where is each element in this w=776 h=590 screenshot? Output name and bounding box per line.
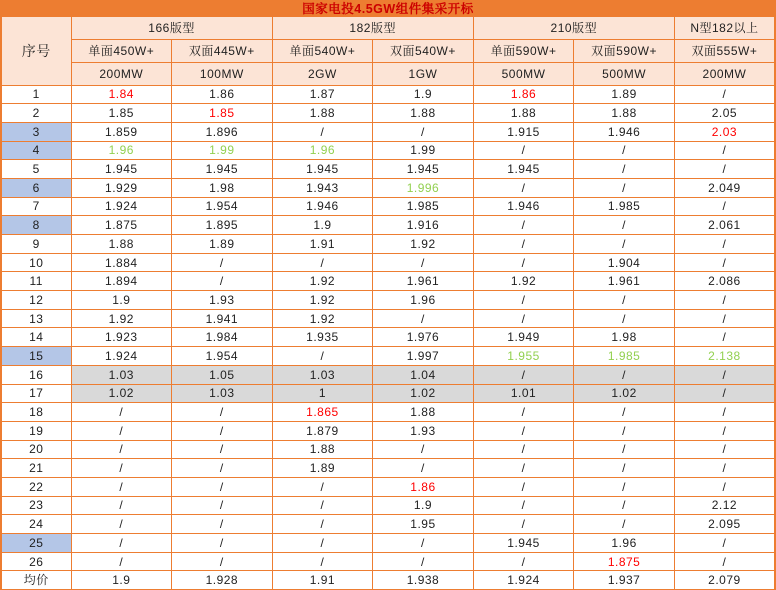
price-cell: 1.02: [574, 384, 675, 403]
table-row: [1, 309, 775, 328]
row-number: 12: [1, 291, 71, 310]
empty-cell: /: [674, 235, 775, 254]
empty-cell: /: [473, 309, 574, 328]
table-row: [1, 104, 775, 123]
price-cell: 1.91: [272, 235, 373, 254]
price-cell: 1.929: [71, 178, 172, 197]
empty-cell: /: [172, 253, 273, 272]
empty-cell: /: [674, 440, 775, 459]
price-cell: 1.954: [172, 197, 273, 216]
row-number: 11: [1, 272, 71, 291]
empty-cell: /: [574, 235, 675, 254]
price-cell: 2.095: [674, 515, 775, 534]
empty-cell: /: [574, 421, 675, 440]
empty-cell: /: [473, 421, 574, 440]
empty-cell: /: [574, 496, 675, 515]
price-cell: 1.87: [272, 85, 373, 104]
empty-cell: /: [674, 253, 775, 272]
row-number: 22: [1, 477, 71, 496]
empty-cell: /: [674, 141, 775, 160]
empty-cell: /: [674, 534, 775, 553]
row-number: 24: [1, 515, 71, 534]
price-cell: 1.92: [272, 309, 373, 328]
table-row: [1, 160, 775, 179]
empty-cell: /: [373, 122, 474, 141]
empty-cell: /: [674, 459, 775, 478]
empty-cell: /: [71, 403, 172, 422]
empty-cell: /: [574, 515, 675, 534]
price-cell: 1.955: [473, 347, 574, 366]
price-cell: 1.88: [574, 104, 675, 123]
price-cell: 1.9: [373, 496, 474, 515]
table-row: [1, 477, 775, 496]
row-number: 3: [1, 122, 71, 141]
price-cell: 1.88: [473, 104, 574, 123]
empty-cell: /: [473, 515, 574, 534]
empty-cell: /: [574, 141, 675, 160]
price-cell: 2.061: [674, 216, 775, 235]
empty-cell: /: [574, 309, 675, 328]
row-number: 4: [1, 141, 71, 160]
empty-cell: /: [172, 421, 273, 440]
price-cell: 1.01: [473, 384, 574, 403]
empty-cell: /: [574, 291, 675, 310]
price-cell: 1.996: [373, 178, 474, 197]
empty-cell: /: [674, 421, 775, 440]
empty-cell: /: [172, 496, 273, 515]
price-cell: 1.96: [373, 291, 474, 310]
empty-cell: /: [473, 141, 574, 160]
empty-cell: /: [473, 253, 574, 272]
table-row: [1, 272, 775, 291]
column-capacity-header: 1GW: [373, 62, 474, 85]
price-cell: 1.03: [71, 365, 172, 384]
empty-cell: /: [272, 347, 373, 366]
price-cell: 1.945: [71, 160, 172, 179]
price-cell: 1.997: [373, 347, 474, 366]
row-number: 26: [1, 552, 71, 571]
column-capacity-header: 200MW: [71, 62, 172, 85]
empty-cell: /: [373, 309, 474, 328]
empty-cell: /: [272, 477, 373, 496]
row-number: 19: [1, 421, 71, 440]
row-number: 14: [1, 328, 71, 347]
empty-cell: /: [674, 403, 775, 422]
empty-cell: /: [574, 216, 675, 235]
row-number: 20: [1, 440, 71, 459]
empty-cell: /: [473, 440, 574, 459]
average-row-label: 均价: [1, 571, 71, 590]
price-cell: 1.884: [71, 253, 172, 272]
empty-cell: /: [71, 534, 172, 553]
table-row: [1, 515, 775, 534]
column-capacity-header: 200MW: [674, 62, 775, 85]
average-row: [1, 571, 775, 590]
price-cell: 1.88: [272, 440, 373, 459]
column-capacity-header: 100MW: [172, 62, 273, 85]
table-row: [1, 421, 775, 440]
price-cell: 1.03: [272, 365, 373, 384]
empty-cell: /: [473, 403, 574, 422]
table-row: [1, 197, 775, 216]
table-row: [1, 552, 775, 571]
empty-cell: /: [674, 85, 775, 104]
empty-cell: /: [674, 384, 775, 403]
price-cell: 1.946: [272, 197, 373, 216]
price-cell: 1.86: [373, 477, 474, 496]
price-cell: 1.935: [272, 328, 373, 347]
row-number: 6: [1, 178, 71, 197]
price-cell: 1.86: [172, 85, 273, 104]
price-cell: 1.945: [473, 160, 574, 179]
empty-cell: /: [674, 309, 775, 328]
price-cell: 1.96: [574, 534, 675, 553]
empty-cell: /: [272, 552, 373, 571]
empty-cell: /: [574, 459, 675, 478]
price-cell: 1.928: [172, 571, 273, 590]
empty-cell: /: [473, 477, 574, 496]
price-cell: 1.03: [172, 384, 273, 403]
empty-cell: /: [574, 178, 675, 197]
price-cell: 1.91: [272, 571, 373, 590]
table-row: [1, 216, 775, 235]
price-cell: 2.049: [674, 178, 775, 197]
price-cell: 1.916: [373, 216, 474, 235]
empty-cell: /: [674, 477, 775, 496]
price-cell: 1.88: [373, 104, 474, 123]
price-cell: 1.985: [574, 197, 675, 216]
price-cell: 2.079: [674, 571, 775, 590]
table-row: [1, 253, 775, 272]
empty-cell: /: [373, 253, 474, 272]
price-cell: 1.96: [272, 141, 373, 160]
empty-cell: /: [373, 459, 474, 478]
price-cell: 2.138: [674, 347, 775, 366]
price-cell: 2.12: [674, 496, 775, 515]
empty-cell: /: [473, 178, 574, 197]
empty-cell: /: [71, 496, 172, 515]
price-cell: 1.96: [71, 141, 172, 160]
empty-cell: /: [574, 160, 675, 179]
row-number: 9: [1, 235, 71, 254]
price-cell: 1.89: [272, 459, 373, 478]
price-cell: 1.9: [71, 571, 172, 590]
empty-cell: /: [574, 403, 675, 422]
table-row: [1, 384, 775, 403]
empty-cell: /: [473, 459, 574, 478]
empty-cell: /: [574, 477, 675, 496]
empty-cell: /: [172, 272, 273, 291]
price-cell: 1.924: [71, 197, 172, 216]
price-cell: 1.945: [272, 160, 373, 179]
column-group-header: 166版型: [71, 16, 272, 39]
empty-cell: /: [373, 534, 474, 553]
column-spec-header: 双面540W+: [373, 39, 474, 62]
table-row: [1, 122, 775, 141]
price-cell: 1.86: [473, 85, 574, 104]
empty-cell: /: [373, 440, 474, 459]
price-cell: 1.88: [373, 403, 474, 422]
empty-cell: /: [71, 421, 172, 440]
price-cell: 1.945: [373, 160, 474, 179]
table-row: [1, 534, 775, 553]
price-cell: 1.945: [473, 534, 574, 553]
price-cell: 1.904: [574, 253, 675, 272]
price-cell: 1.85: [172, 104, 273, 123]
price-cell: 1.938: [373, 571, 474, 590]
table-header: [1, 16, 775, 85]
empty-cell: /: [473, 235, 574, 254]
price-cell: 1.89: [172, 235, 273, 254]
row-number: 10: [1, 253, 71, 272]
price-cell: 1.02: [71, 384, 172, 403]
row-number: 21: [1, 459, 71, 478]
price-cell: 1.896: [172, 122, 273, 141]
price-cell: 1.99: [172, 141, 273, 160]
price-cell: 1.85: [71, 104, 172, 123]
price-cell: 1.92: [71, 309, 172, 328]
row-number: 13: [1, 309, 71, 328]
table-body: [1, 85, 775, 590]
price-cell: 1.985: [574, 347, 675, 366]
price-cell: 1.984: [172, 328, 273, 347]
price-cell: 1: [272, 384, 373, 403]
row-number: 5: [1, 160, 71, 179]
price-cell: 1.9: [373, 85, 474, 104]
column-spec-header: 双面590W+: [574, 39, 675, 62]
empty-cell: /: [674, 365, 775, 384]
empty-cell: /: [272, 496, 373, 515]
empty-cell: /: [574, 440, 675, 459]
price-cell: 1.945: [172, 160, 273, 179]
table-row: [1, 178, 775, 197]
column-capacity-header: 2GW: [272, 62, 373, 85]
table-row: [1, 328, 775, 347]
price-cell: 1.865: [272, 403, 373, 422]
empty-cell: /: [473, 365, 574, 384]
row-number: 23: [1, 496, 71, 515]
price-cell: 1.923: [71, 328, 172, 347]
empty-cell: /: [674, 328, 775, 347]
price-cell: 1.924: [71, 347, 172, 366]
price-cell: 1.84: [71, 85, 172, 104]
serial-column-header: 序号: [1, 16, 71, 85]
empty-cell: /: [172, 477, 273, 496]
empty-cell: /: [473, 552, 574, 571]
empty-cell: /: [473, 291, 574, 310]
price-cell: 1.92: [473, 272, 574, 291]
price-cell: 1.88: [272, 104, 373, 123]
price-cell: 1.99: [373, 141, 474, 160]
price-cell: 1.88: [71, 235, 172, 254]
price-cell: 1.943: [272, 178, 373, 197]
row-number: 2: [1, 104, 71, 123]
table-row: [1, 496, 775, 515]
column-spec-header: 双面555W+: [674, 39, 775, 62]
empty-cell: /: [272, 253, 373, 272]
row-number: 17: [1, 384, 71, 403]
price-cell: 1.949: [473, 328, 574, 347]
column-spec-header: 双面445W+: [172, 39, 273, 62]
price-cell: 1.9: [71, 291, 172, 310]
table-row: [1, 459, 775, 478]
column-group-header: 182版型: [272, 16, 473, 39]
empty-cell: /: [172, 440, 273, 459]
row-number: 1: [1, 85, 71, 104]
row-number: 16: [1, 365, 71, 384]
empty-cell: /: [373, 552, 474, 571]
empty-cell: /: [71, 440, 172, 459]
price-cell: 1.02: [373, 384, 474, 403]
price-cell: 1.98: [574, 328, 675, 347]
price-cell: 2.03: [674, 122, 775, 141]
price-cell: 1.04: [373, 365, 474, 384]
empty-cell: /: [172, 515, 273, 534]
empty-cell: /: [71, 459, 172, 478]
price-cell: 1.946: [473, 197, 574, 216]
table-row: [1, 85, 775, 104]
empty-cell: /: [473, 496, 574, 515]
price-cell: 1.985: [373, 197, 474, 216]
empty-cell: /: [674, 160, 775, 179]
column-group-header: N型182以上: [674, 16, 775, 39]
price-cell: 1.961: [373, 272, 474, 291]
empty-cell: /: [272, 534, 373, 553]
table-row: [1, 365, 775, 384]
empty-cell: /: [172, 552, 273, 571]
empty-cell: /: [473, 216, 574, 235]
price-cell: 1.941: [172, 309, 273, 328]
row-number: 18: [1, 403, 71, 422]
price-cell: 1.924: [473, 571, 574, 590]
price-cell: 1.879: [272, 421, 373, 440]
empty-cell: /: [272, 122, 373, 141]
column-capacity-header: 500MW: [574, 62, 675, 85]
empty-cell: /: [172, 534, 273, 553]
price-cell: 1.95: [373, 515, 474, 534]
empty-cell: /: [574, 365, 675, 384]
empty-cell: /: [172, 403, 273, 422]
price-cell: 1.937: [574, 571, 675, 590]
price-cell: 1.875: [71, 216, 172, 235]
table-title: 国家电投4.5GW组件集采开标: [0, 0, 776, 15]
price-cell: 1.954: [172, 347, 273, 366]
bid-price-table: [0, 15, 776, 590]
column-spec-header: 单面540W+: [272, 39, 373, 62]
price-cell: 1.961: [574, 272, 675, 291]
price-cell: 1.976: [373, 328, 474, 347]
price-cell: 1.93: [172, 291, 273, 310]
table-row: [1, 403, 775, 422]
table-row: [1, 347, 775, 366]
price-cell: 1.98: [172, 178, 273, 197]
empty-cell: /: [71, 477, 172, 496]
empty-cell: /: [71, 515, 172, 534]
price-cell: 1.875: [574, 552, 675, 571]
price-cell: 1.915: [473, 122, 574, 141]
price-cell: 1.946: [574, 122, 675, 141]
price-cell: 2.05: [674, 104, 775, 123]
price-cell: 1.92: [272, 291, 373, 310]
column-spec-header: 单面450W+: [71, 39, 172, 62]
column-group-header: 210版型: [473, 16, 674, 39]
column-capacity-header: 500MW: [473, 62, 574, 85]
table-row: [1, 141, 775, 160]
empty-cell: /: [674, 552, 775, 571]
table-row: [1, 291, 775, 310]
price-cell: 2.086: [674, 272, 775, 291]
price-cell: 1.9: [272, 216, 373, 235]
row-number: 15: [1, 347, 71, 366]
price-cell: 1.89: [574, 85, 675, 104]
price-cell: 1.93: [373, 421, 474, 440]
price-cell: 1.895: [172, 216, 273, 235]
row-number: 7: [1, 197, 71, 216]
empty-cell: /: [172, 459, 273, 478]
price-cell: 1.859: [71, 122, 172, 141]
table-row: [1, 235, 775, 254]
empty-cell: /: [272, 515, 373, 534]
price-cell: 1.92: [373, 235, 474, 254]
column-spec-header: 单面590W+: [473, 39, 574, 62]
row-number: 8: [1, 216, 71, 235]
table-row: [1, 440, 775, 459]
row-number: 25: [1, 534, 71, 553]
empty-cell: /: [674, 197, 775, 216]
empty-cell: /: [71, 552, 172, 571]
price-cell: 1.92: [272, 272, 373, 291]
empty-cell: /: [674, 291, 775, 310]
price-cell: 1.05: [172, 365, 273, 384]
price-cell: 1.894: [71, 272, 172, 291]
